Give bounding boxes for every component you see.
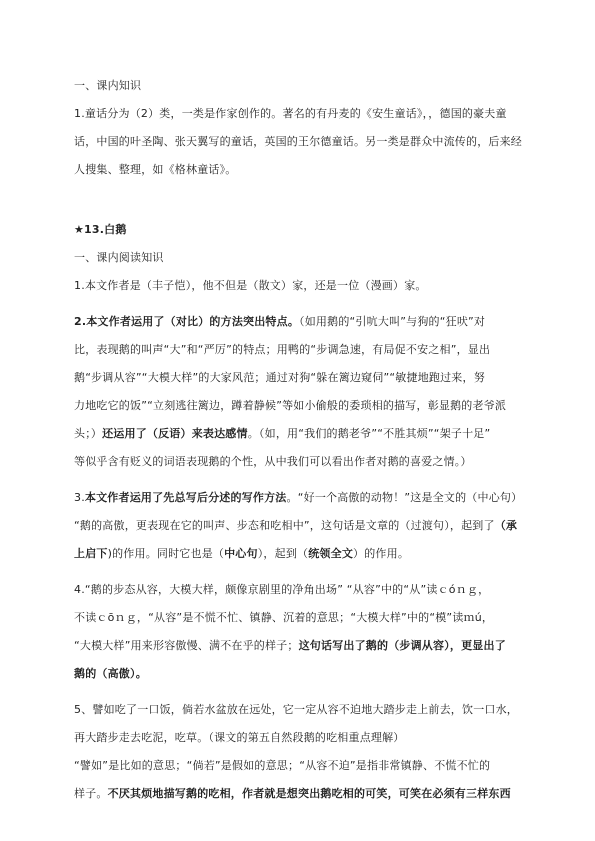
question-4: 4.“鹅的步态从容，大模大样，颇像京剧里的净角出场” “从容”中的“从”读ｃóｎｇ， [74,583,490,596]
text-run: 头；） [74,427,103,440]
paragraph-line: “譬如”是比如的意思；“倘若”是假如的意思；“从容不迫”是指非常镇静、不慌不忙的 [74,759,491,772]
paragraph-line [74,544,524,564]
text-run: ）的作用。 [353,547,410,560]
text-run-bold: 这句话写出了鹅的（步调从容），更显出了 [298,639,506,652]
paragraph-line: 力地吃它的饭”“立刻逃往篱边，蹲着静候”等如小偷般的委琐相的描写，彰显鹅的老爷派 [74,399,507,412]
text-run: “大模大样”用来形容傲慢、满不在乎的样子； [74,639,299,652]
question-1: 1.本文作者是（丰子恺），他不但是（散文）家，还是一位（漫画）家。 [74,279,427,292]
text-run-bold: 本文作者运用了先总写后分述的写作方法 [84,491,287,504]
paragraph-line [74,424,524,444]
text-run: 。“好一个高傲的动物！”这是全文的（中心句） [286,491,523,504]
question-2-text: （如用鹅的“引吭大叫”与狗的“狂吠”对 [299,315,486,328]
paragraph-line [74,784,524,804]
question-5: 5、譬如吃了一口饭，倘若水盆放在远处，它一定从容不迫地大踏步走上前去，饮一口水， [74,703,518,716]
text-run-bold: 上启下 [74,547,108,560]
paragraph-line: 等似乎含有贬义的词语表现鹅的个性，从中我们可以看出作者对鹅的喜爱之情。） [74,455,472,468]
paragraph-line [74,636,524,656]
question-2 [74,312,524,332]
section-heading: 一、课内知识 [74,79,142,92]
paragraph-line: 人搜集、整理，如《格林童话》。 [74,163,237,176]
text-run-bold: （承 [494,519,518,532]
text-run-bold: 不厌其烦地描写鹅的吃相，作者就是想突出鹅吃相的可笑，可笑在必须有三样东西 [107,787,511,800]
text-run-bold: 还运用了（反语）来表达感情 [102,427,248,440]
document-content [74,76,524,804]
text-run: 。（如，用“我们的鹅老爷”“不胜其烦”“架子十足” [247,427,491,440]
text-run-bold: 统领全文 [308,547,354,560]
paragraph-line: 鹅“步调从容”“大模大样”的大家风范；通过对狗“躲在篱边窥伺”“敏捷地跑过来，努 [74,371,485,384]
lesson-subheading: 一、课内阅读知识 [74,251,164,264]
paragraph-line: 不读ｃōｎｇ，“从容”是不慌不忙、镇静、沉着的意思；“大模大样”中的“模”读ｍú， [74,611,494,624]
question-3 [74,488,524,508]
text-run: 样子。 [74,787,108,800]
text-run: )的作用。同时它也是（ [107,547,225,560]
paragraph-line: 比，表现鹅的叫声“大”和“严厉”的特点；用鸭的“步调急速，有局促不安之相”，显出 [74,343,491,356]
text-run: ），起到（ [257,547,309,560]
text-run: 3. [74,491,85,504]
question-2-bold: 2.本文作者运用了（对比）的方法突出特点。 [74,315,300,328]
paragraph-line: 再大踏步走去吃泥，吃草。（课文的第五自然段鹅的吃相重点理解） [74,731,405,744]
paragraph-line: 话，中国的叶圣陶、张天翼写的童话，英国的王尔德童话。另一类是群众中流传的，后来经 [74,135,522,148]
paragraph-line [74,516,524,536]
text-run-bold: 中心句 [224,547,258,560]
text-run: “鹅的高傲，更表现在它的叫声、步态和吃相中”，这句话是文章的（过渡句），起到了 [74,519,495,532]
lesson-title: ★13.白鹅 [74,223,127,236]
paragraph-line: 1.童话分为（2）类，一类是作家创作的。著名的有丹麦的《安生童话》，，德国的豪夫童 [74,107,507,120]
paragraph-line-bold: 鹅的（高傲）。 [74,667,147,680]
